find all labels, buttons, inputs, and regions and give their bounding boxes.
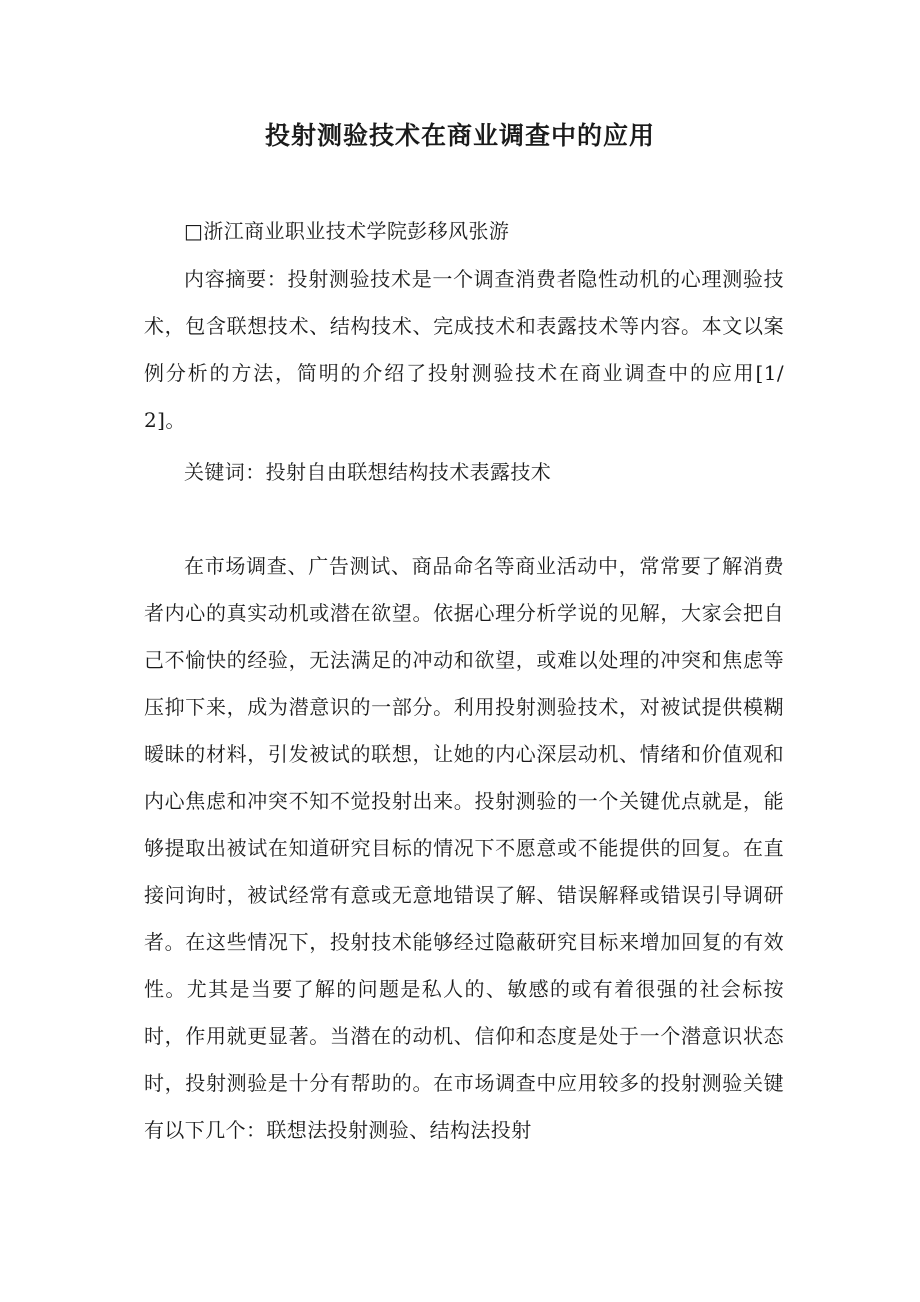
document-title: 投射测验技术在商业调查中的应用 (264, 121, 655, 150)
author-line: □浙江商业职业技术学院彭移风张游 (184, 219, 510, 243)
body-paragraph: 在市场调查、广告测试、商品命名等商业活动中，常常要了解消费者内心的真实动机或潜在欲望。依据心理分析学说的见解，大家会把自己不愉快的经验，无法满足的冲动和欲望，或难以处理的冲突和焦虑等压抑下来，成为潜意识的一部分。利用投射测验技术，对被试提供模糊暧昧的材料，引发被试的联想，让她的内心深层动机、情绪和价值观和内心焦虑和冲突不知不觉投射出来。投射测验的一个关键优点就是，能够提取出被试在知道研究目标的情况下不愿意或不能提供的回复。在直接问询时，被试经常有意或无意地错误了解、错误解释或错误引导调研者。在这些情况下，投射技术能够经过隐蔽研究目标来增加回复的有效性。尤其是当要了解的问题是私人的、敏感的或有着很强的社会标按时，作用就更显著。当潜在的动机、信仰和态度是处于一个潜意识状态时，投射测验是十分有帮助的。在市场调查中应用较多的投射测验关键有以下几个：联想法投射测验、结构法投射 (144, 554, 784, 1142)
keywords-line: 关键词：投射自由联想结构技术表露技术 (184, 460, 552, 484)
abstract-paragraph: 内容摘要：投射测验技术是一个调查消费者隐性动机的心理测验技术，包含联想技术、结构技术、完成技术和表露技术等内容。本文以案例分析的方法，简明的介绍了投射测验技术在商业调查中的应用[1/2]。 (144, 267, 784, 432)
